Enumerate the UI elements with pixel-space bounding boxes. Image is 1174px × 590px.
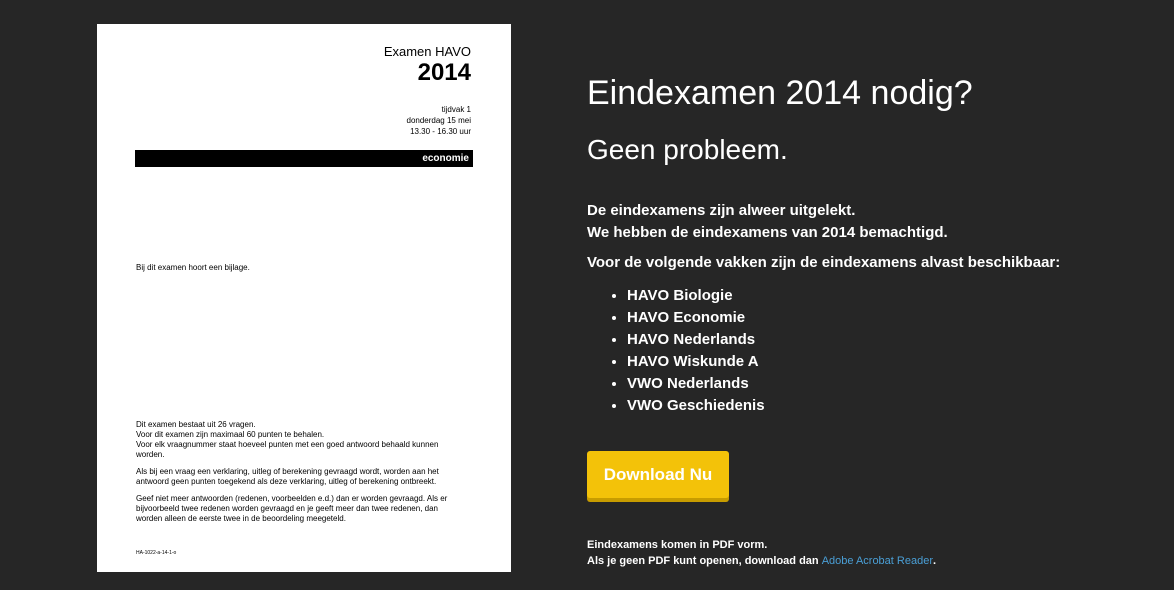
page-title: Eindexamen 2014 nodig? [587,74,973,112]
footer-prefix: Als je geen PDF kunt openen, download dan [587,555,822,567]
intro-text [587,200,948,244]
list-item: • HAVO Economie [627,307,765,329]
footer-line [587,553,936,569]
download-button[interactable]: Download Nu [587,451,729,498]
subject-list [607,285,765,417]
intro-line: We hebben de eindexamens van 2014 bemachtigd. [587,224,948,241]
exam-label: Examen HAVO [383,44,471,59]
acrobat-reader-link[interactable]: Adobe Acrobat Reader [821,555,933,567]
list-item: • HAVO Wiskunde A [627,351,765,373]
exam-date: donderdag 15 mei [406,116,471,125]
available-text: Voor de volgende vakken zijn de eindexamens alvast beschikbaar: [587,254,1061,271]
exam-rule: Als bij een vraag een verklaring, uitleg of berekening gevraagd wordt, worden aan het antwoord geen punten toegekend als deze verklaring, uitleg of berekening ontbreekt. [136,467,439,486]
intro-line: De eindexamens zijn alweer uitgelekt. [587,202,856,219]
exam-rule: Dit examen bestaat uit 26 vragen. Voor dit examen zijn maximaal 60 punten te behalen. Voor elk vraagnummer staat hoeveel punten met een goed antwoord behaald kunnen worden. [136,420,439,459]
attachment-note: Bij dit examen hoort een bijlage. [136,263,250,272]
exam-code: HA-1022-a-14-1-o [136,550,177,556]
page-subtitle: Geen probleem. [587,134,788,165]
exam-document-preview [97,24,511,572]
footer-note [587,537,936,569]
exam-rule: Geef niet meer antwoorden (redenen, voorbeelden e.d.) dan er worden gevraagd. Als er bijvoorbeeld twee redenen worden gevraagd en je geeft meer dan twee redenen, dan worden alleen de eerste twee in de beoordeling meegeteld. [136,494,448,523]
exam-subject-bar: economie [135,150,473,167]
exam-rules [136,420,456,531]
exam-year: 2014 [417,59,471,86]
exam-period: tijdvak 1 [441,105,471,114]
list-item: • HAVO Nederlands [627,329,765,351]
list-item: • HAVO Biologie [627,285,765,307]
exam-time: 13.30 - 16.30 uur [410,127,471,136]
footer-line: Eindexamens komen in PDF vorm. [587,539,768,551]
footer-suffix: . [933,555,937,567]
list-item: • VWO Nederlands [627,373,765,395]
exam-meta [407,104,472,137]
list-item: • VWO Geschiedenis [627,395,765,417]
